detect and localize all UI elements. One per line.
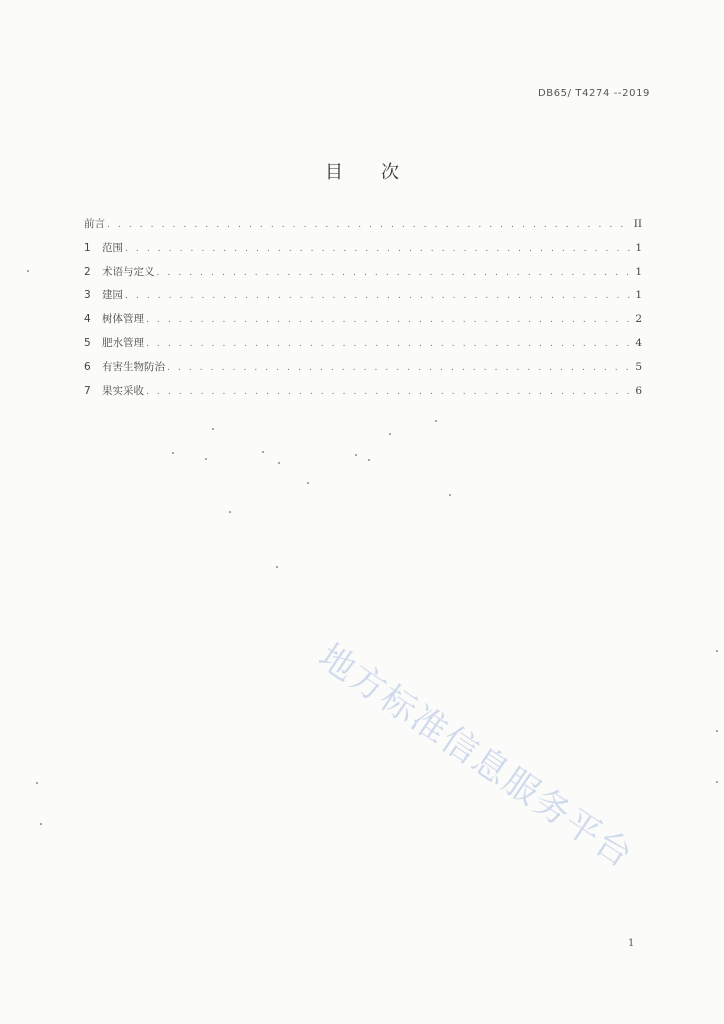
toc-dot-leader: [107, 220, 630, 230]
scan-speck: [276, 566, 278, 568]
scan-speck: [205, 458, 207, 460]
toc-entry-scope[interactable]: [84, 240, 642, 264]
toc-entry-page: 5: [635, 360, 642, 373]
toc-entry-orchard-establishment[interactable]: [84, 287, 642, 311]
toc-dot-leader: [146, 387, 630, 397]
toc-entry-page: 1: [635, 241, 642, 254]
scan-speck: [172, 452, 174, 454]
title-right-char: 次: [381, 162, 399, 183]
toc-dot-leader: [125, 244, 630, 254]
toc-entry-number: 2: [84, 265, 91, 278]
scan-speck: [278, 462, 280, 464]
toc-entry-page: 1: [635, 265, 642, 278]
watermark: 地方标准信息服务平台: [311, 636, 641, 877]
scan-speck: [262, 451, 264, 453]
toc-entry-number: 4: [84, 313, 91, 326]
scan-speck: [355, 454, 357, 456]
toc-dot-leader: [167, 363, 630, 373]
toc-dot-leader: [146, 315, 630, 325]
toc-entry-pest-control[interactable]: [84, 359, 642, 383]
toc-entry-label: 前言: [84, 218, 105, 230]
standard-code: DB65/ T4274 --2019: [537, 88, 650, 99]
toc-entry-label: 建园: [102, 289, 123, 302]
scan-speck: [36, 782, 38, 784]
toc-entry-number: 6: [84, 360, 91, 373]
toc-entry-tree-management[interactable]: [84, 311, 642, 335]
toc-entry-number: 1: [84, 241, 91, 254]
scan-speck: [716, 781, 718, 783]
toc-entry-label: 有害生物防治: [102, 360, 165, 373]
scan-speck: [716, 730, 718, 732]
toc-entry-number: 7: [84, 384, 91, 397]
toc-entry-page: 6: [635, 384, 642, 397]
table-of-contents: [84, 216, 642, 406]
toc-dot-leader: [146, 339, 630, 349]
scan-speck: [449, 494, 451, 496]
toc-dot-leader: [157, 268, 631, 278]
toc-entry-page: 1: [635, 289, 642, 302]
toc-entry-page: 2: [635, 313, 642, 326]
scan-speck: [716, 650, 718, 652]
scan-speck: [307, 482, 309, 484]
toc-entry-harvest[interactable]: [84, 383, 642, 407]
scan-speck: [389, 433, 391, 435]
toc-dot-leader: [125, 291, 630, 301]
scan-speck: [368, 459, 370, 461]
scan-speck: [40, 823, 42, 825]
toc-entry-label: 肥水管理: [102, 336, 144, 349]
toc-entry-fertilizer-water[interactable]: [84, 335, 642, 359]
toc-entry-page: 4: [635, 336, 642, 349]
toc-entry-label: 范围: [102, 241, 123, 254]
toc-entry-foreword[interactable]: [84, 216, 642, 240]
toc-entry-number: 5: [84, 336, 91, 349]
toc-entry-page: II: [633, 218, 642, 230]
toc-entry-label: 树体管理: [102, 313, 144, 326]
toc-entry-number: 3: [84, 289, 91, 302]
title-left-char: 目: [325, 162, 343, 183]
toc-entry-label: 术语与定义: [102, 265, 155, 278]
scan-speck: [27, 270, 29, 272]
scan-speck: [229, 511, 231, 513]
toc-entry-label: 果实采收: [102, 384, 144, 397]
page-number: 1: [628, 938, 635, 949]
page-title: [0, 158, 724, 184]
toc-entry-terms[interactable]: [84, 264, 642, 288]
scan-speck: [435, 420, 437, 422]
scan-speck: [212, 428, 214, 430]
